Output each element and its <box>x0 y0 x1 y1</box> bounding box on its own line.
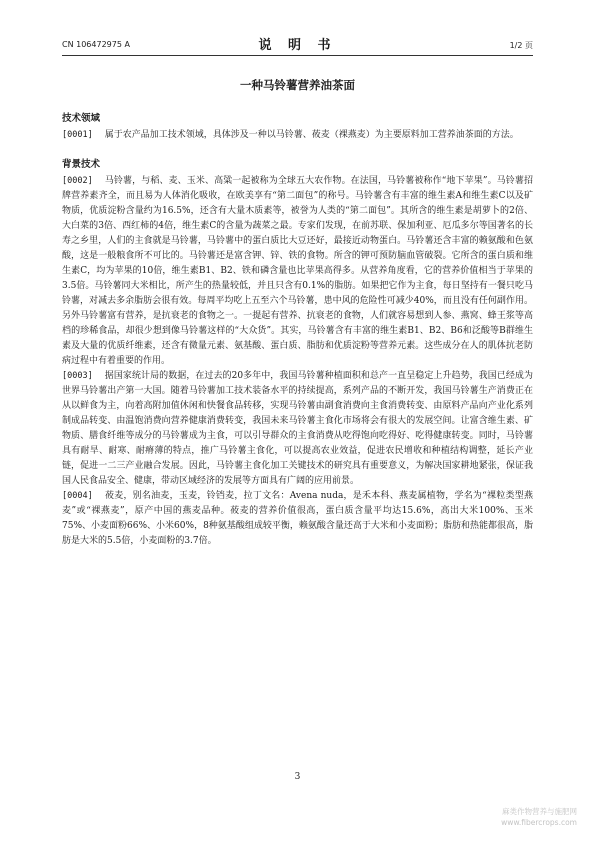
watermark-url: www.fibercrops.com <box>501 818 577 827</box>
page-number: 3 <box>294 772 301 782</box>
paragraph-text: 据国家统计局的数据，在过去的20多年中，我国马铃薯种植面积和总产一直呈稳定上升趋势，我国已经成为世界马铃薯出产第一大国。随着马铃薯加工技术装备水平的持续提高，系列产品的不断开发，我国马铃薯生产消费正在从以鲜食为主，向着高附加值休闲和快餐食品转移，实现马铃薯由副食消费向主食消费转变、由原料产品向产业化系列制成品转变、由温饱消费向营养健康消费转变，我国未来马铃薯主食化市场将会有很大的发展空间。让富含维生素、矿物质、膳食纤维等成分的马铃薯成为主食，可以引导群众的主食消费从吃得饱向吃得好、吃得健康转变。同时，马铃薯具有耐旱、耐寒、耐瘠薄的特点，推广马铃薯主食化，可以提高农业效益，促进农民增收和种植结构调整，延长产业链，促进一二三产业融合发展。因此，马铃薯主食化加工关键技术的研究具有重要意义，为解决国家耕地紧张，保证我国人民食品安全、健康，带动区域经济的发展等方面具有广阔的应用前景。 <box>62 371 533 486</box>
paragraph-text: 属于农产品加工技术领域，具体涉及一种以马铃薯、莜麦（裸燕麦）为主要原料加工营养油茶面的方法。 <box>104 130 519 140</box>
document-type: 说 明 书 <box>258 38 337 53</box>
paragraph-number: [0004] <box>62 491 93 501</box>
paragraph-text: 莜麦，别名油麦，玉麦，铃铛麦，拉丁文名：Avena nuda，是禾本科、燕麦属植物，学名为“裸粒类型燕麦”或“裸燕麦”，原产中国的燕麦品种。莜麦的营养价值很高，蛋白质含量平均达15.6%，高出大米100%、玉米75%、小麦面粉66%、小米60%，8种氨基酸组成较平衡，赖氨酸含量还高于大米和小麦面粉；脂肪和热能都很高，脂肪是大米的5.5倍，小麦面粉的3.7倍。 <box>62 491 533 546</box>
paragraph-number: [0001] <box>62 130 93 140</box>
section-heading-background-art: 背景技术 <box>62 159 101 170</box>
section-heading-technical-field: 技术领域 <box>62 113 101 124</box>
document-body <box>62 112 533 549</box>
paragraph-number: [0002] <box>62 176 93 186</box>
document-title: 一种马铃薯营养油茶面 <box>240 78 355 92</box>
page-header <box>62 34 533 54</box>
paragraph-text: 马铃薯，与稻、麦、玉米、高粱一起被称为全球五大农作物。在法国，马铃薯被称作“地下苹果”。马铃薯招牌营养素齐全，而且易为人体消化吸收，在欧美享有“第二面包”的称号。马铃薯含有丰富的维生素A和维生素C以及矿物质，优质淀粉含量约为16.5%，还含有大量木质素等，被誉为人类的“第二面包”。其所含的维生素是胡萝卜的2倍、大白菜的3倍、西红柿的4倍，维生素C的含量为蔬菜之最。专家们发现，在前苏联、保加利亚、厄瓜多尔等国著名的长寿之乡里，人们的主食就是马铃薯，马铃薯中的蛋白质比大豆还好，最接近动物蛋白。马铃薯还含丰富的赖氨酸和色氨酸，这是一般粮食所不可比的。马铃薯还是富含钾、锌、铁的食物。所含的钾可预防脑血管破裂。它所含的蛋白质和维生素C，均为苹果的10倍，维生素B1、B2、铁和磷含量也比苹果高得多。从营养角度看，它的营养价值相当于苹果的3.5倍。马铃薯同大米相比，所产生的热量较低，并且只含有0.1%的脂肪。如果把它作为主食，每日坚持有一餐只吃马铃薯，对减去多余脂肪会很有效。每周平均吃上五至六个马铃薯，患中风的危险性可减少40%，而且没有任何副作用。另外马铃薯富有营养，是抗衰老的食物之一。一提起有营养、抗衰老的食物，人们就容易想到人参、燕窝、蜂王浆等高档的珍稀食品，却很少想到像马铃薯这样的“大众货”。其实，马铃薯含有丰富的维生素B1、B2、B6和泛酸等B群维生素及大量的优质纤维素，还含有微量元素、氨基酸、蛋白质、脂肪和优质淀粉等营养元素。这些成分在人的肌体抗老防病过程中有着重要的作用。 <box>62 176 533 366</box>
header-rule <box>62 55 533 56</box>
paragraph-number: [0003] <box>62 371 93 381</box>
publication-number: CN 106472975 A <box>62 40 130 49</box>
watermark-site-name: 麻类作物营养与施肥网 <box>502 807 577 816</box>
watermark <box>501 806 577 828</box>
paragraph <box>62 128 533 143</box>
paragraph <box>62 174 533 369</box>
page-counter: 1/2 页 <box>509 41 533 50</box>
paragraph <box>62 369 533 489</box>
paragraph <box>62 489 533 549</box>
